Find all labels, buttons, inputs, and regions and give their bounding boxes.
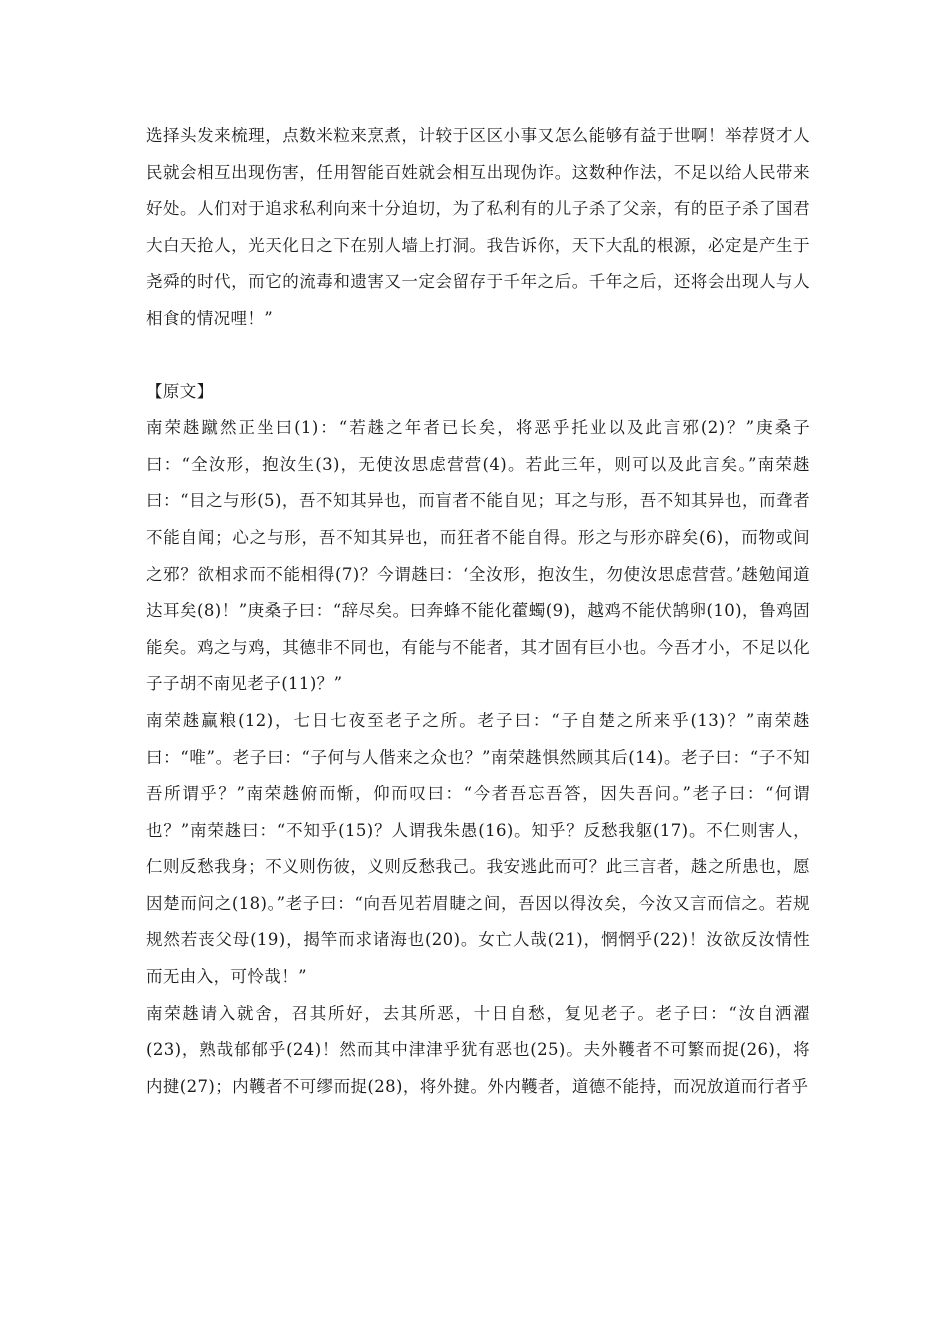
- section-spacer: [146, 338, 810, 374]
- original-paragraph-2: 南荣趎赢粮(12)，七日七夜至老子之所。老子曰：“子自楚之所来乎(13)？”南荣趎曰：“唯”。老子曰：“子何与人偕来之众也？”南荣趎惧然顾其后(14)。老子曰：“子不知吾所谓乎？”南荣趎俯而惭，仰而叹曰：“今者吾忘吾答，因失吾问。”老子曰：“何谓也？”南荣趎曰：“不知乎(15)？人谓我朱愚(16)。知乎？反愁我躯(17)。不仁则害人，仁则反愁我身；不义则伤彼，义则反愁我己。我安逃此而可？此三言者，趎之所患也，愿因楚而问之(18)。”老子曰：“向吾见若眉睫之间，吾因以得汝矣，今汝又言而信之。若规规然若丧父母(19)，揭竿而求诸海也(20)。女亡人哉(21)，惘惘乎(22)！汝欲反汝情性而无由入，可怜哉！”: [146, 710, 810, 987]
- section-title: 【原文】: [146, 381, 214, 401]
- document-page: [146, 118, 810, 1105]
- original-paragraph-3: 南荣趎请入就舍，召其所好，去其所恶，十日自愁，复见老子。老子曰：“汝自洒濯(23)，熟哉郁郁乎(24)！然而其中津津乎犹有恶也(25)。夫外韄者不可繁而捉(26)，将内揵(27)；内韄者不可缪而捉(28)，将外揵。外内韄者，道德不能持，而况放道而行者乎: [146, 1003, 810, 1096]
- original-paragraph-1: 南荣趎蹴然正坐曰(1)：“若趎之年者已长矣，将恶乎托业以及此言邪(2)？”庚桑子曰：“全汝形，抱汝生(3)，无使汝思虑营营(4)。若此三年，则可以及此言矣。”南荣趎曰：“目之与形(5)，吾不知其异也，而盲者不能自见；耳之与形，吾不知其异也，而聋者不能自闻；心之与形，吾不知其异也，而狂者不能自得。形之与形亦辟矣(6)，而物或间之邪？欲相求而不能相得(7)？今谓趎曰：‘全汝形，抱汝生，勿使汝思虑营营。’趎勉闻道达耳矣(8)！”庚桑子曰：“辞尽矣。曰奔蜂不能化藿蠋(9)，越鸡不能伏鹄卵(10)，鲁鸡固能矣。鸡之与鸡，其德非不同也，有能与不能者，其才固有巨小也。今吾才小，不足以化子子胡不南见老子(11)？”: [146, 418, 810, 694]
- translation-paragraph: 选择头发来梳理，点数米粒来烹煮，计较于区区小事又怎么能够有益于世啊！举荐贤才人民就会相互出现伤害，任用智能百姓就会相互出现伪诈。这数种作法，不足以给人民带来好处。人们对于追求私利向来十分迫切，为了私利有的儿子杀了父亲，有的臣子杀了国君大白天抢人，光天化日之下在别人墙上打洞。我告诉你，天下大乱的根源，必定是产生于尧舜的时代，而它的流毒和遗害又一定会留存于千年之后。千年之后，还将会出现人与人相食的情况哩！”: [146, 126, 810, 328]
